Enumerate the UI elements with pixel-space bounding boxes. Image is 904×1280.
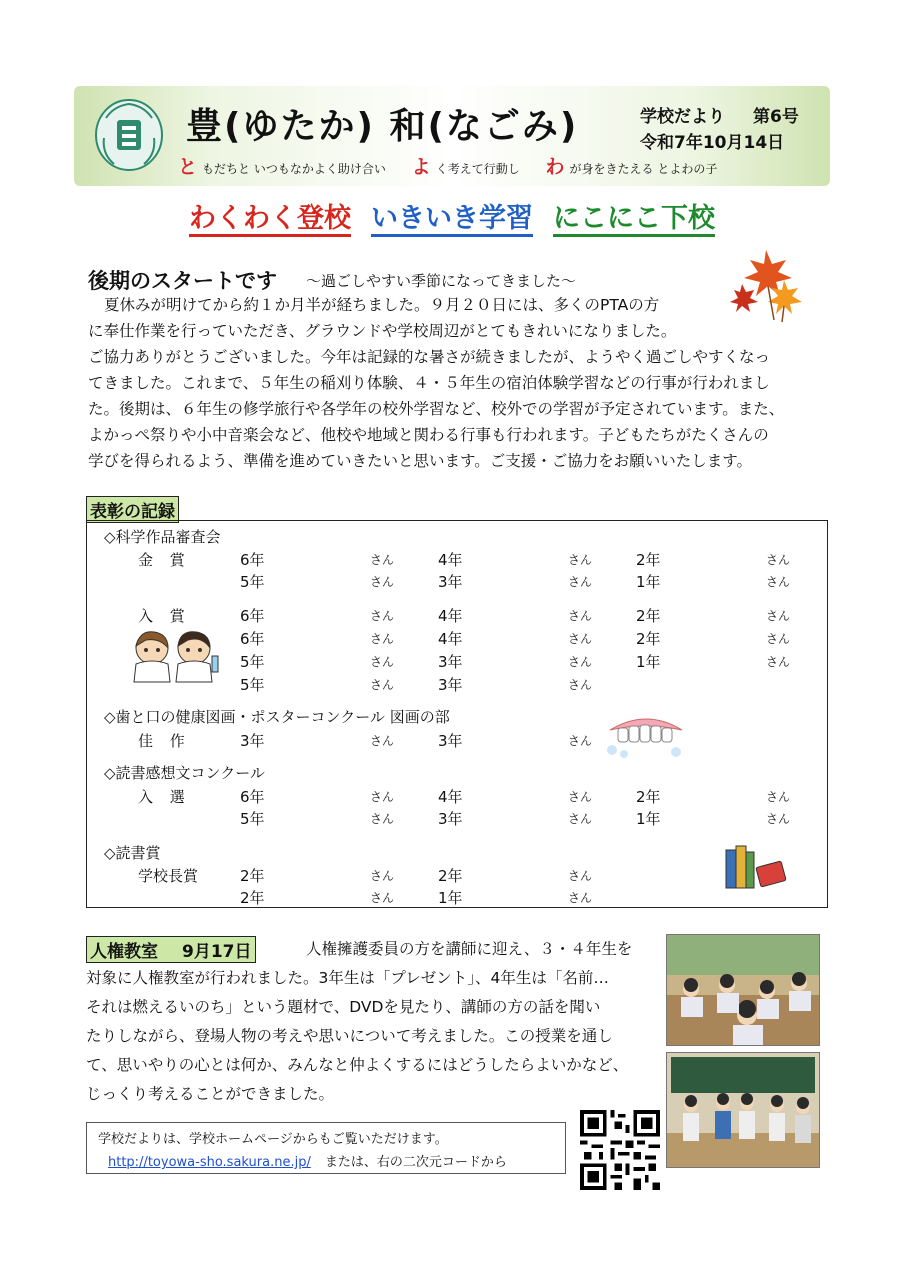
award-san: さん <box>766 655 791 669</box>
award-cell: 1年 <box>636 810 661 828</box>
intro-line-2: に奉仕作業を行っていただき、グラウンドや学校周辺がとてもきれいになりました。 <box>88 322 677 340</box>
human-rights-line-1: 人権擁護委員の方を講師に迎え、３・４年生を <box>306 940 633 958</box>
award-category: ◇読書賞 <box>104 844 161 862</box>
award-san: さん <box>370 655 395 669</box>
award-san: さん <box>766 609 791 623</box>
intro-line-1: 夏休みが明けてから約１か月半が経ちました。９月２０日には、多くのPTAの方 <box>104 296 660 314</box>
award-cell: 6年 <box>240 630 265 648</box>
award-cell: 4年 <box>438 607 463 625</box>
award-cell: 5年 <box>240 573 265 591</box>
footer-line-1: 学校だよりは、学校ホームページからもご覧いただけます。 <box>98 1132 448 1147</box>
award-cell: 1年 <box>636 573 661 591</box>
intro-line-7: 学びを得られるよう、準備を進めていきたいと思います。ご支援・ご協力をお願いいたします。 <box>88 452 753 470</box>
award-san: さん <box>568 891 593 905</box>
award-san: さん <box>370 553 395 567</box>
classroom-photo-2 <box>666 1052 820 1168</box>
award-rank: 入 賞 <box>138 607 191 625</box>
award-category: ◇読書感想文コンクール <box>104 764 265 782</box>
award-rank: 学校長賞 <box>138 867 199 885</box>
award-san: さん <box>766 790 791 804</box>
award-cell: 2年 <box>636 551 661 569</box>
award-san: さん <box>370 632 395 646</box>
intro-heading: 後期のスタートです <box>88 269 277 293</box>
award-san: さん <box>370 609 395 623</box>
award-cell: 5年 <box>240 810 265 828</box>
award-san: さん <box>568 609 593 623</box>
awards-title: 表彰の記録 <box>86 496 179 523</box>
award-san: さん <box>568 678 593 692</box>
award-san: さん <box>766 553 791 567</box>
award-cell: 1年 <box>636 653 661 671</box>
award-san: さん <box>370 812 395 826</box>
award-cell: 3年 <box>438 653 463 671</box>
intro-line-4: てきました。これまで、５年生の稲刈り体験、４・５年生の宿泊体験学習などの行事が行われまし <box>88 374 770 392</box>
classroom-photo-1 <box>666 934 820 1046</box>
award-san: さん <box>568 575 593 589</box>
autumn-leaves-icon <box>726 240 812 326</box>
award-rank: 入 選 <box>138 788 191 806</box>
award-san: さん <box>370 734 395 748</box>
award-san: さん <box>370 575 395 589</box>
footer-line-2: http://toyowa-sho.sakura.ne.jp/ または、右の二次元コードから <box>108 1155 507 1170</box>
human-rights-line-2: 対象に人権教室が行われました。3年生は「プレゼント」、4年生は「名前… <box>86 969 609 987</box>
award-rank: 金 賞 <box>138 551 191 569</box>
teeth-illustration-icon <box>604 712 688 762</box>
award-cell: 3年 <box>438 810 463 828</box>
award-cell: 5年 <box>240 653 265 671</box>
intro-line-5: た。後期は、６年生の修学旅行や各学年の校外学習など、校外での学習が予定されています。また、 <box>88 400 785 418</box>
homepage-link[interactable]: http://toyowa-sho.sakura.ne.jp/ <box>108 1155 311 1170</box>
award-san: さん <box>568 734 593 748</box>
award-cell: 2年 <box>240 867 265 885</box>
award-cell: 1年 <box>438 889 463 907</box>
award-category: ◇歯と口の健康図画・ポスターコンクール 図画の部 <box>104 708 450 726</box>
issue-date: 令和7年10月14日 <box>640 133 785 153</box>
award-cell: 5年 <box>240 676 265 694</box>
award-cell: 2年 <box>438 867 463 885</box>
award-cell: 6年 <box>240 607 265 625</box>
award-cell: 6年 <box>240 788 265 806</box>
award-cell: 6年 <box>240 551 265 569</box>
award-cell: 3年 <box>438 573 463 591</box>
award-san: さん <box>370 869 395 883</box>
intro-subheading: ～過ごしやすい季節になってきました～ <box>306 272 577 290</box>
human-rights-line-6: じっくり考えることができました。 <box>86 1085 335 1103</box>
books-illustration-icon <box>722 842 788 892</box>
award-san: さん <box>766 632 791 646</box>
award-cell: 3年 <box>438 676 463 694</box>
award-san: さん <box>766 812 791 826</box>
award-cell: 4年 <box>438 551 463 569</box>
award-san: さん <box>370 678 395 692</box>
award-san: さん <box>766 575 791 589</box>
human-rights-line-3: それは燃えるいのち」という題材で、DVDを見たり、講師の方の話を聞い <box>86 998 601 1016</box>
intro-line-6: よかっぺ祭りや小中音楽会など、他校や地域と関わる行事も行われます。子どもたちがたくさんの <box>88 426 769 444</box>
award-cell: 2年 <box>636 788 661 806</box>
award-san: さん <box>568 655 593 669</box>
human-rights-title: 人権教室 9月17日 <box>86 936 256 963</box>
award-san: さん <box>568 553 593 567</box>
award-cell: 2年 <box>240 889 265 907</box>
slogan: わくわく登校 いきいき学習 にこにこ下校 <box>0 196 904 235</box>
newsletter-title: 豊(ゆたか) 和(なごみ) <box>186 106 579 147</box>
qr-code-icon[interactable] <box>580 1110 660 1190</box>
issue-label: 学校だより 第6号 <box>640 107 799 127</box>
award-cell: 4年 <box>438 788 463 806</box>
award-san: さん <box>568 790 593 804</box>
award-rank: 佳 作 <box>138 732 191 750</box>
award-cell: 4年 <box>438 630 463 648</box>
intro-line-3: ご協力ありがとうございました。今年は記録的な暑さが続きましたが、ようやく過ごしやすくなっ <box>88 348 771 366</box>
award-cell: 2年 <box>636 607 661 625</box>
award-cell: 3年 <box>240 732 265 750</box>
human-rights-line-4: たりしながら、登場人物の考えや思いについて考えました。この授業を通し <box>86 1027 613 1045</box>
children-science-illustration-icon <box>124 626 220 684</box>
award-san: さん <box>568 869 593 883</box>
school-emblem-icon <box>94 98 164 172</box>
award-cell: 3年 <box>438 732 463 750</box>
school-motto: ともだちと いつもなかよく助け合い よ く考えて行動し わ が身をきたえる とよわの子 <box>178 156 718 178</box>
award-cell: 2年 <box>636 630 661 648</box>
award-san: さん <box>568 632 593 646</box>
award-san: さん <box>370 790 395 804</box>
human-rights-line-5: て、思いやりの心とは何か、みんなと仲よくするにはどうしたらよいかなど、 <box>86 1056 629 1074</box>
award-category: ◇科学作品審査会 <box>104 528 221 546</box>
award-san: さん <box>370 891 395 905</box>
award-san: さん <box>568 812 593 826</box>
